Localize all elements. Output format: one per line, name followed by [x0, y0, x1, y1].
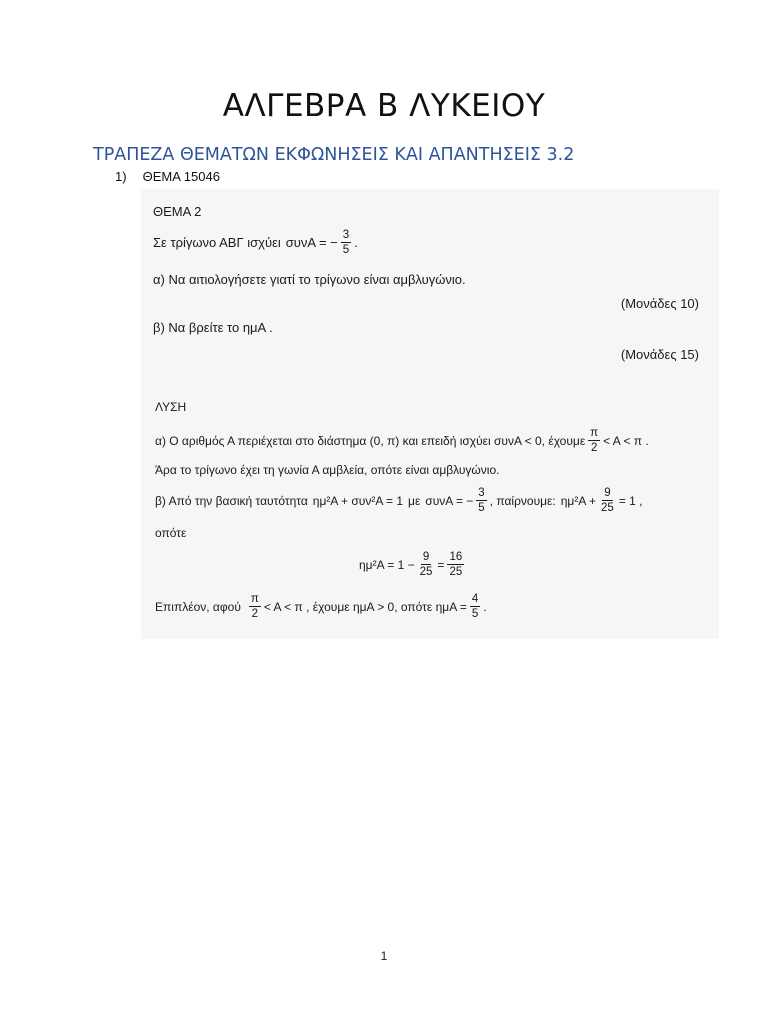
- fraction-denominator: 2: [590, 442, 598, 455]
- solution-b-taking: , παίρνουμε:: [489, 493, 556, 508]
- problem-panel: [141, 189, 719, 639]
- identity-formula: ημ²Α + συν²Α = 1: [312, 493, 404, 508]
- equation-left: ημ²Α = 1 −: [359, 557, 415, 572]
- solution-b-line: [155, 487, 643, 514]
- final-end: .: [483, 599, 487, 614]
- fraction-denominator: 5: [471, 608, 479, 621]
- fraction-denominator: 25: [419, 566, 433, 579]
- result-end: = 1 ,: [618, 493, 643, 508]
- fraction-numerator: 4: [470, 593, 480, 607]
- fraction-denominator: 5: [342, 244, 350, 257]
- solution-b-intro: β) Από την βασική ταυτότητα: [155, 493, 308, 508]
- statement-text: Σε τρίγωνο ΑΒΓ ισχύει: [153, 235, 281, 251]
- fraction-numerator: π: [249, 593, 261, 607]
- statement-expression: συνΑ = −: [285, 235, 338, 251]
- part-a-marks: (Μονάδες 10): [620, 296, 699, 311]
- fraction-numerator: 3: [341, 229, 351, 243]
- equation-fraction-1: [418, 551, 435, 578]
- solution-a-fraction: [588, 427, 600, 454]
- page-number: 1: [380, 949, 388, 963]
- fraction-numerator: 9: [421, 551, 431, 565]
- solution-a-tail: < Α < π .: [603, 433, 649, 448]
- statement-fraction: [341, 229, 351, 256]
- fraction-numerator: π: [588, 427, 600, 441]
- problem-statement: [153, 229, 358, 256]
- final-fraction-2: [470, 593, 480, 620]
- solution-opote: οπότε: [155, 526, 187, 540]
- equation-fraction-2: [447, 551, 464, 578]
- problem-heading: ΘΕΜΑ 2: [153, 204, 202, 219]
- cos-expression: συνΑ = −: [425, 493, 474, 508]
- equation-equals: =: [437, 557, 445, 572]
- fraction-denominator: 25: [449, 566, 463, 579]
- part-a-question: α) Να αιτιολογήσετε γιατί το τρίγωνο είναι αμβλυγώνιο.: [153, 272, 466, 287]
- result-fraction: [599, 487, 616, 514]
- document-title: ΑΛΓΕΒΡΑ Β ΛΥΚΕΙΟΥ: [222, 88, 546, 124]
- solution-a-text: α) Ο αριθμός Α περιέχεται στο διάστημα (0, π) και επειδή ισχύει συνΑ < 0, έχουμε: [155, 433, 586, 448]
- final-intro: Επιπλέον, αφού: [155, 599, 241, 614]
- solution-final-line: [155, 593, 487, 620]
- item-heading: [115, 169, 220, 184]
- fraction-numerator: 9: [602, 487, 612, 501]
- final-fraction-1: [249, 593, 261, 620]
- fraction-denominator: 5: [478, 502, 485, 515]
- fraction-numerator: 3: [476, 487, 486, 501]
- item-number: 1): [115, 169, 127, 184]
- solution-a-line: [155, 427, 649, 454]
- final-middle: < Α < π , έχουμε ημΑ > 0, οπότε ημΑ =: [263, 599, 467, 614]
- document-subtitle: ΤΡΑΠΕΖΑ ΘΕΜΑΤΩΝ ΕΚΦΩΝΗΣΕΙΣ ΚΑΙ ΑΠΑΝΤΗΣΕΙΣ 3.2: [93, 145, 575, 165]
- sin-squared-equation: [359, 551, 467, 578]
- result-expression: ημ²Α +: [560, 493, 597, 508]
- part-b-question: β) Να βρείτε το ημΑ .: [153, 320, 273, 335]
- cos-fraction: [476, 487, 486, 514]
- fraction-numerator: 16: [447, 551, 464, 565]
- solution-a-conclusion: Άρα το τρίγωνο έχει τη γωνία Α αμβλεία, οπότε είναι αμβλυγώνιο.: [155, 463, 500, 477]
- fraction-denominator: 25: [601, 502, 614, 515]
- solution-b-with: με: [408, 493, 421, 508]
- fraction-denominator: 2: [251, 608, 259, 621]
- item-label: ΘΕΜΑ 15046: [142, 169, 220, 184]
- part-b-marks: (Μονάδες 15): [620, 347, 699, 362]
- solution-heading: ΛΥΣΗ: [155, 400, 187, 414]
- statement-end: .: [354, 235, 358, 251]
